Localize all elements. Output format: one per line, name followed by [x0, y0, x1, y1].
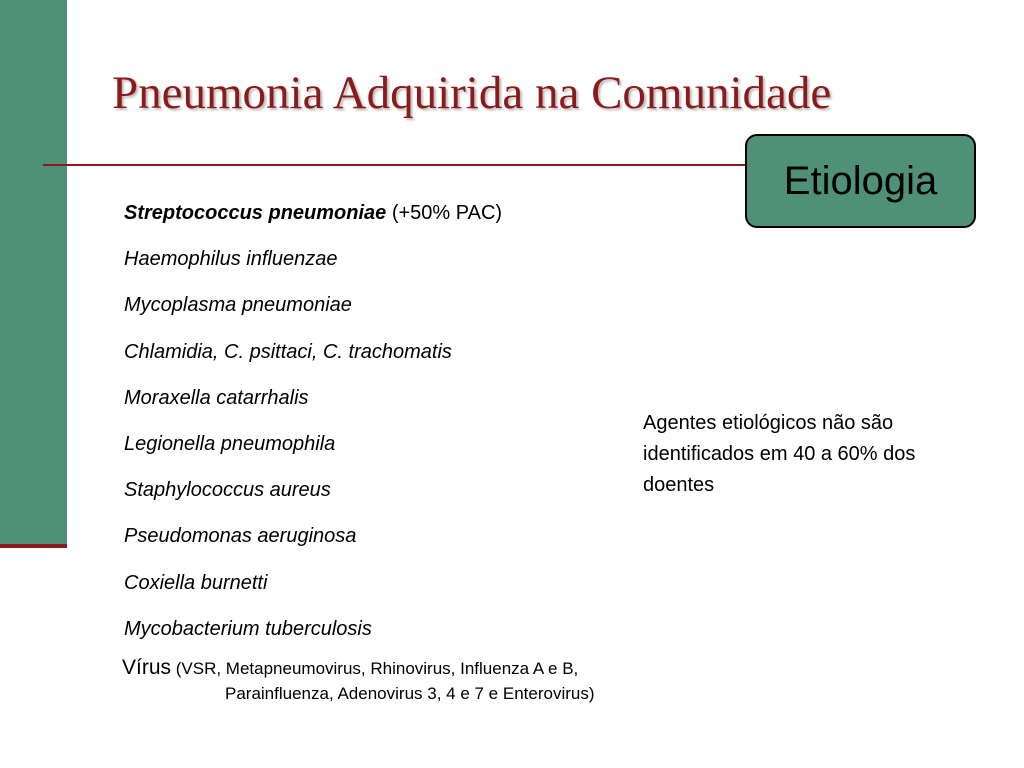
title-divider: [43, 164, 763, 166]
virus-detail-line1: (VSR, Metapneumovirus, Rhinovirus, Influenza A e B,: [171, 659, 579, 678]
organism-name: Mycobacterium tuberculosis: [124, 617, 372, 640]
left-accent-underline: [0, 544, 67, 548]
list-item: [124, 244, 502, 290]
organism-name: Chlamidia, C. psittaci, C. trachomatis: [124, 340, 452, 363]
organism-name: Staphylococcus aureus: [124, 479, 331, 502]
list-item: [124, 383, 502, 429]
list-item: [124, 475, 502, 521]
slide-title: Pneumonia Adquirida na Comunidade: [112, 67, 832, 119]
list-item: [124, 198, 502, 244]
list-item: [124, 337, 502, 383]
list-item: [124, 614, 502, 660]
virus-label: Vírus: [122, 656, 172, 679]
list-item: [124, 290, 502, 336]
organism-name: Streptococcus pneumoniae: [124, 202, 387, 224]
organism-name: Mycoplasma pneumoniae: [124, 294, 352, 317]
organism-note: (+50% PAC): [386, 202, 503, 224]
virus-detail-line2: Parainfluenza, Adenovirus 3, 4 e 7 e Enterovirus): [225, 684, 595, 703]
etiology-note: Agentes etiológicos não são identificados em 40 a 60% dos doentes: [643, 412, 916, 496]
organism-name: Haemophilus influenzae: [124, 248, 338, 271]
organism-name: Moraxella catarrhalis: [124, 386, 309, 409]
list-item: [124, 429, 502, 475]
left-accent-bar: [0, 0, 67, 546]
list-item: [124, 521, 502, 567]
list-item: [124, 568, 502, 614]
organism-name: Pseudomonas aeruginosa: [124, 525, 357, 548]
etiologia-badge: Etiologia: [745, 134, 976, 228]
organism-name: Legionella pneumophila: [124, 432, 336, 455]
organism-name: Coxiella burnetti: [124, 571, 268, 594]
virus-entry: [122, 656, 595, 704]
organism-list: [124, 198, 502, 660]
